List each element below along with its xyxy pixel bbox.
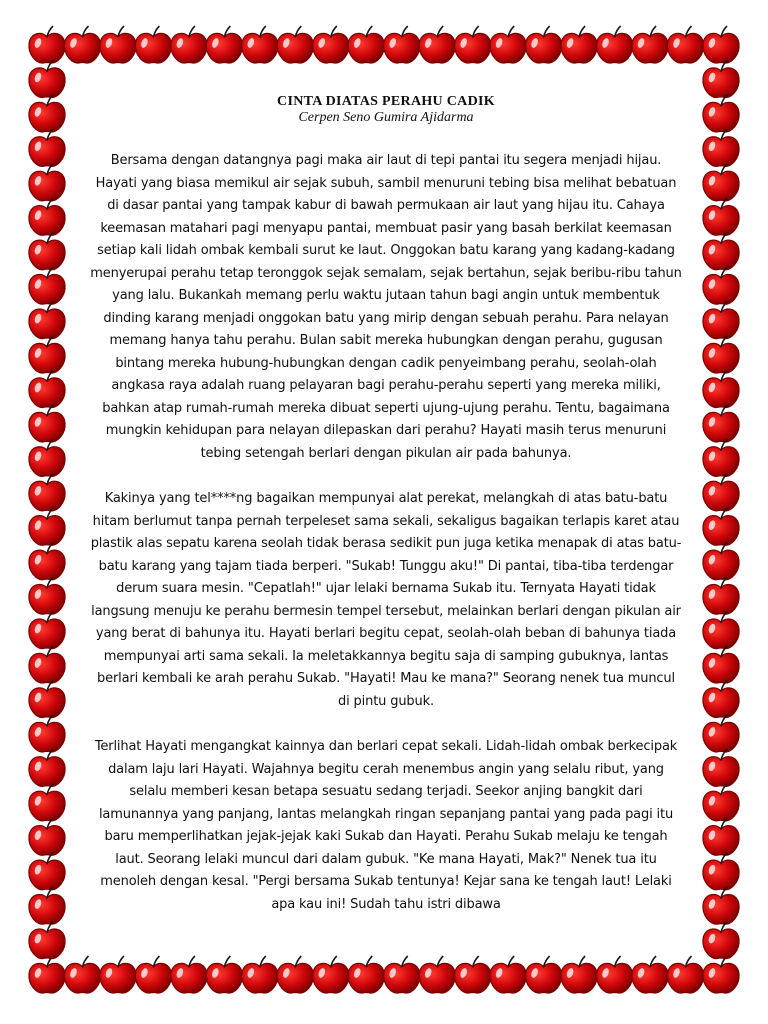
apple-icon [703,439,739,476]
apple-icon [526,26,562,63]
apple-icon [667,26,703,63]
apple-icon [277,956,313,993]
apple-icon [100,26,136,63]
apple-icon [29,853,65,890]
apple-icon [29,922,65,959]
apple-icon [703,853,739,890]
apple-icon [597,956,633,993]
apple-icon [29,233,65,270]
apple-icon [135,956,171,993]
apple-icon [29,784,65,821]
apple-icon [29,474,65,511]
apple-icon [29,129,65,166]
apple-icon [526,956,562,993]
paragraph-3: Terlihat Hayati mengangkat kainnya dan berlari cepat sekali. Lidah-lidah ombak berkecipak dalam laju lari Hayati. Wajahnya begitu cerah menembus angin yang selalu ribut, yang selalu memberi kesan betapa sesuatu sedang terjadi. Seekor anjing bangkit dari lamunannya yang panjang, lantas melangkah ringan sepanjang pantai yang pada pagi itu baru memperlihatkan jejak-jejak kaki Sukab dan Hayati. Perahu Sukab melaju ke tengah laut. Seorang lelaki muncul dari dalam gubuk. "Ke mana Hayati, Mak?" Nenek tua itu menoleh dengan kesal. "Pergi bersama Sukab tentunya! Kejar sana ke tengah laut! Lelaki apa kau ini! Sudah tahu istri dibawa [94,739,678,912]
apple-icon [490,26,526,63]
apple-icon [419,956,455,993]
apple-icon [703,26,739,63]
apple-icon [29,26,65,63]
apple-icon [277,26,313,63]
apple-icon [29,612,65,649]
story-author: Cerpen Seno Gumira Ajidarma [298,110,474,125]
apple-icon [29,302,65,339]
apple-icon [455,956,491,993]
apple-icon [703,370,739,407]
apple-icon [135,26,171,63]
apple-icon [64,956,100,993]
apple-icon [29,818,65,855]
apple-icon [29,370,65,407]
apple-icon [29,715,65,752]
apple-icon [171,26,207,63]
apple-icon [561,26,597,63]
apple-icon [348,26,384,63]
apple-icon [703,818,739,855]
apple-icon [703,508,739,545]
apple-icon [667,956,703,993]
apple-icon [384,26,420,63]
apple-icon [597,26,633,63]
apple-icon [348,956,384,993]
apple-icon [703,405,739,442]
apple-icon [29,887,65,924]
apple-icon [29,405,65,442]
apple-icon [29,749,65,786]
apple-icon [703,60,739,97]
apple-icon [703,749,739,786]
apple-icon [703,646,739,683]
apple-icon [703,267,739,304]
apple-icon [703,956,739,993]
apple-icon [29,60,65,97]
apple-icon [242,956,278,993]
apple-icon [206,956,242,993]
apple-icon [29,198,65,235]
apple-icon [703,887,739,924]
apple-icon [384,956,420,993]
apple-icon [703,922,739,959]
document-body [90,94,682,939]
paragraph-1: Bersama dengan datangnya pagi maka air laut di tepi pantai itu segera menjadi hijau. Hayati yang biasa memikul air sejak subuh, sambil menuruni tebing bisa melihat bebatuan di dasar pantai yang tampak kabur di bawah permukaan air laut yang hijau itu. Cahaya keemasan matahari pagi menyapu pantai, membuat pasir yang basah berkilat keemasan setiap kali lidah ombak kembali surut ke laut. Onggokan batu karang yang kadang-kadang menyerupai perahu tetap teronggok sejak semalam, sejak bertahun, sejak beribu-ribu tahun yang lalu. Bukankah memang perlu waktu jutaan tahun bagi angin untuk membentuk dinding karang menjadi onggokan batu yang mirip dengan sebuah perahu. Para nelayan memang hanya tahu perahu. Bulan sabit mereka hubungkan dengan perahu, gugusan bintang mereka hubung-hubungkan dengan cadik penyeimbang perahu, seolah-olah angkasa raya adalah ruang pelayaran bagi perahu-perahu seperti yang mereka miliki, bahkan atap rumah-rumah mereka dibuat seperti ujung-ujung perahu. Tentu, bagaimana mungkin kehidupan para nelayan dilepaskan dari perahu? Hayati masih terus menuruni tebing setengah berlari dengan pikulan air pada bahunya. [90,153,682,461]
apple-icon [703,784,739,821]
apple-icon [703,129,739,166]
apple-icon [703,474,739,511]
apple-icon [100,956,136,993]
apple-icon [29,956,65,993]
apple-icon [313,26,349,63]
apple-icon [632,26,668,63]
apple-icon [490,956,526,993]
paragraph-2: Kakinya yang tel****ng bagaikan mempunyai alat perekat, melangkah di atas batu-batu hitam berlumut tanpa pernah terpeleset sama sekali, sekaligus bagaikan terlapis karet atau plastik alas sepatu karena seolah tidak berasa sedikit pun juga ketika menapak di atas batu-batu karang yang tajam tiada berperi. "Sukab! Tunggu aku!" Di pantai, tiba-tiba terdengar derum suara mesin. "Cepatlah!" ujar lelaki bernama Sukab itu. Ternyata Hayati tidak langsung menuju ke perahu bermesin tempel tersebut, melainkan berlari dengan pikulan air yang berat di bahunya itu. Hayati berlari begitu cepat, seolah-olah beban di bahunya tiada mempunyai arti sama sekali. Ia meletakkannya begitu saja di samping gubuknya, lantas berlari kembali ke arah perahu Sukab. "Hayati! Mau ke mana?" Seorang nenek tua muncul di pintu gubuk. [90,491,682,709]
apple-icon [632,956,668,993]
apple-icon [455,26,491,63]
apple-icon [703,336,739,373]
apple-icon [29,577,65,614]
apple-icon [29,267,65,304]
apple-icon [703,95,739,132]
apple-icon [313,956,349,993]
apple-icon [703,164,739,201]
story-title: CINTA DIATAS PERAHU CADIK [277,94,495,109]
apple-icon [29,646,65,683]
apple-icon [703,543,739,580]
apple-icon [703,612,739,649]
apple-icon [29,336,65,373]
apple-icon [703,233,739,270]
apple-icon [29,543,65,580]
apple-icon [703,680,739,717]
apple-icon [29,95,65,132]
apple-icon [29,680,65,717]
apple-icon [703,715,739,752]
apple-icon [703,198,739,235]
apple-icon [64,26,100,63]
apple-icon [29,439,65,476]
apple-icon [703,302,739,339]
apple-icon [29,508,65,545]
apple-icon [206,26,242,63]
apple-icon [703,577,739,614]
apple-icon [171,956,207,993]
apple-icon [419,26,455,63]
apple-icon [29,164,65,201]
apple-icon [561,956,597,993]
apple-icon [242,26,278,63]
